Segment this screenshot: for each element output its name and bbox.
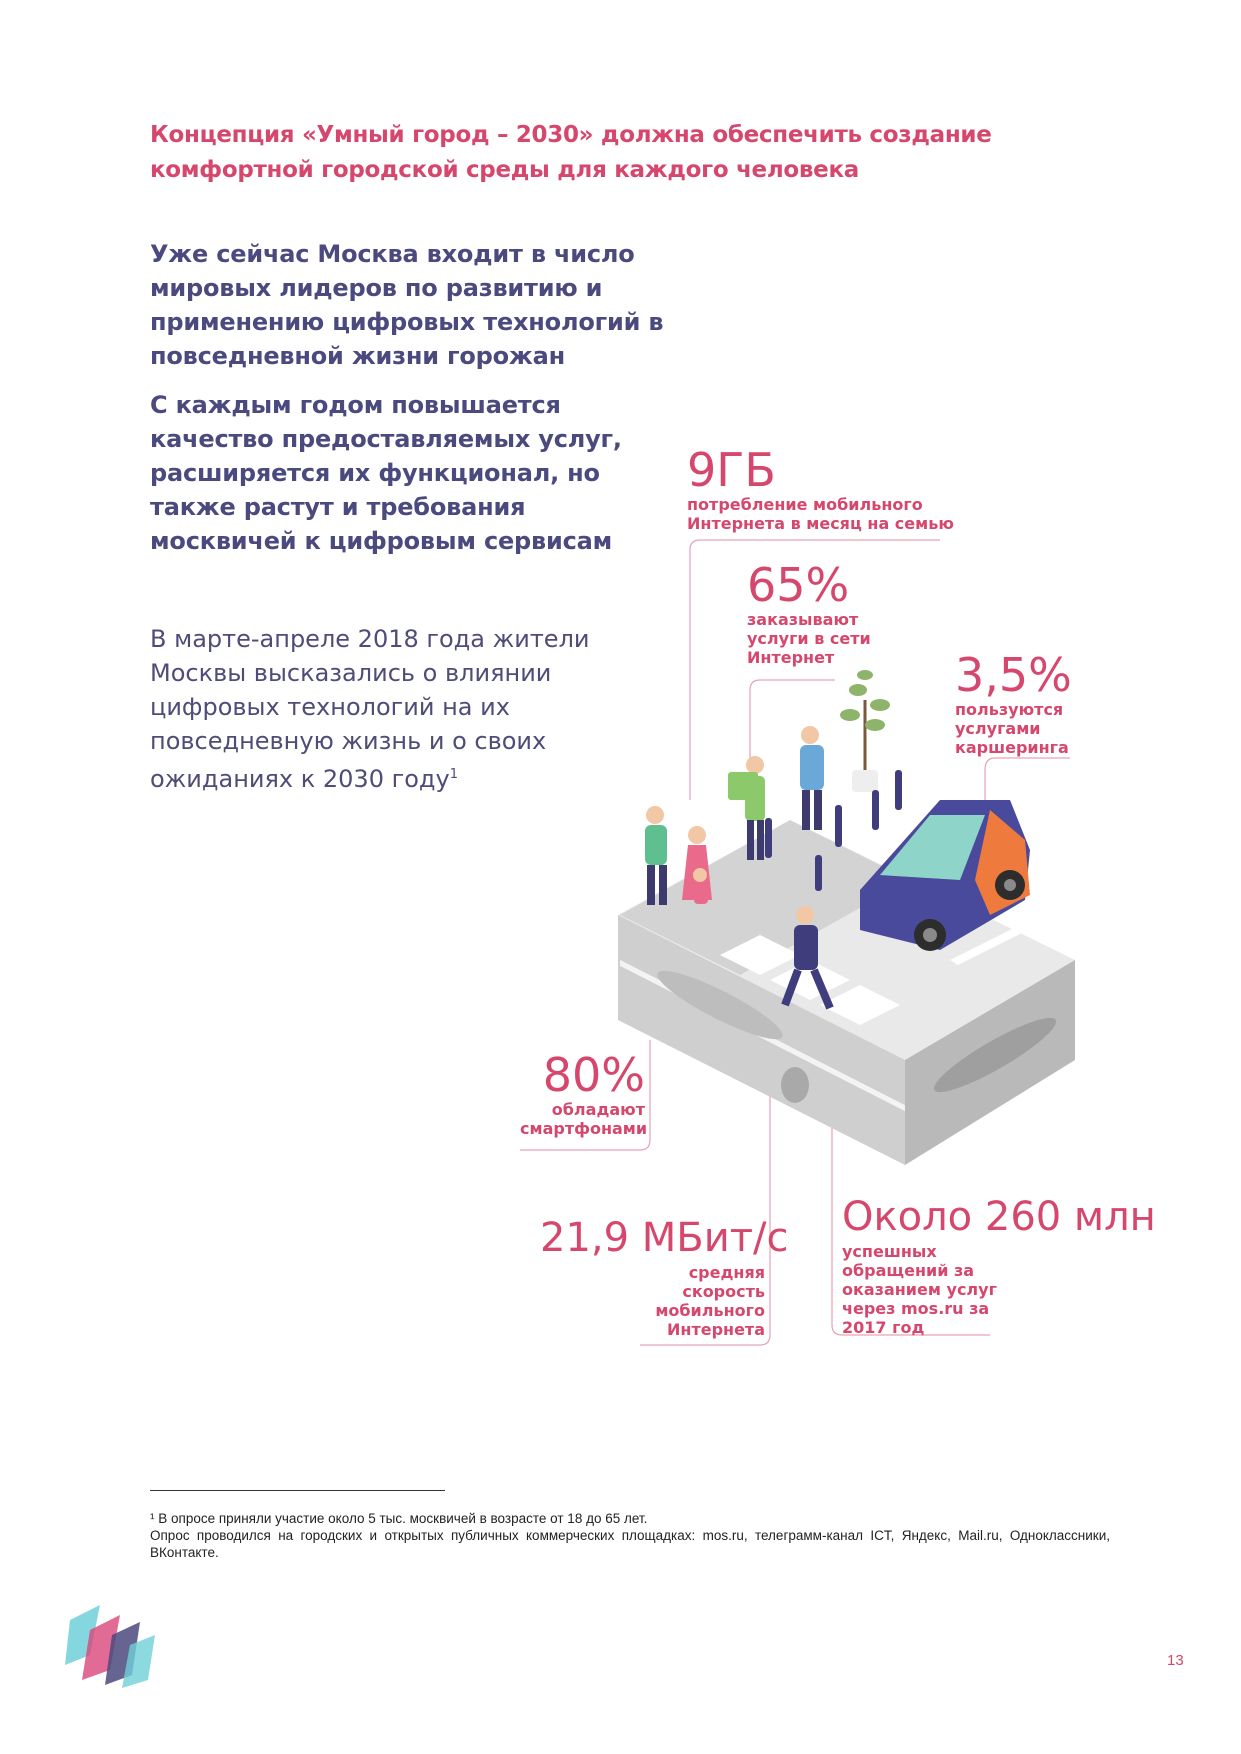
stat-smartphones-label: обладают смартфонами	[520, 1100, 648, 1138]
footnote-divider	[150, 1490, 445, 1491]
stat-requests	[842, 1192, 1156, 1337]
lead-paragraph-1: Уже сейчас Москва входит в число мировых лидеров по развитию и применению цифровых технологий в повседневной жизни горожан	[150, 240, 664, 370]
stat-speed	[540, 1213, 789, 1339]
footnote-line-1: ¹ В опросе приняли участие около 5 тыс. москвичей в возрасте от 18 до 65 лет.	[150, 1511, 648, 1526]
stat-online-label: заказывают услуги в сети Интернет	[747, 610, 871, 667]
stat-smartphones-value: 80%	[542, 1048, 645, 1102]
tree-icon	[840, 670, 890, 792]
stat-carsharing-label: пользуются услугами каршеринга	[955, 700, 1069, 757]
stat-traffic	[687, 445, 967, 533]
stat-requests-label: успешных обращений за оказанием услуг через mos.ru за 2017 год	[842, 1242, 997, 1337]
page-heading: Концепция «Умный город – 2030» должна обеспечить создание комфортной городской среды для каждого человека	[150, 122, 992, 183]
footnote-line-2: Опрос проводился на городских и открытых публичных коммерческих площадках: mos.ru, телеграмм-канал ICT, Яндекс, Mail.ru, Одноклассники, ВКонтакте.	[150, 1528, 1110, 1560]
stat-smartphones	[520, 1048, 648, 1138]
footnote-mark: 1	[449, 767, 458, 782]
stat-speed-value: 21,9 МБит/с	[540, 1215, 789, 1261]
stat-carsharing-value: 3,5%	[955, 648, 1072, 702]
stat-speed-label: средняя скорость мобильного Интернета	[655, 1263, 765, 1339]
page-number: 13	[1167, 1652, 1184, 1669]
lead-paragraph-2: С каждым годом повышается качество предоставляемых услуг, расширяется их функционал, но также растут и требования москвичей к цифровым сервисам	[150, 391, 622, 555]
stat-online	[747, 560, 877, 667]
logo-icon	[60, 1600, 160, 1690]
stat-traffic-value: 9ГБ	[687, 443, 776, 497]
stat-traffic-label: потребление мобильного Интернета в месяц на семью	[687, 495, 954, 533]
stat-carsharing	[955, 650, 1085, 757]
survey-text: В марте-апреле 2018 года жители Москвы высказались о влиянии цифровых технологий на их повседневную жизнь и о своих ожиданиях к 2030 году	[150, 625, 590, 793]
footnote	[150, 1510, 1110, 1561]
stat-online-value: 65%	[747, 558, 850, 612]
stat-requests-value: Около 260 млн	[842, 1194, 1156, 1240]
